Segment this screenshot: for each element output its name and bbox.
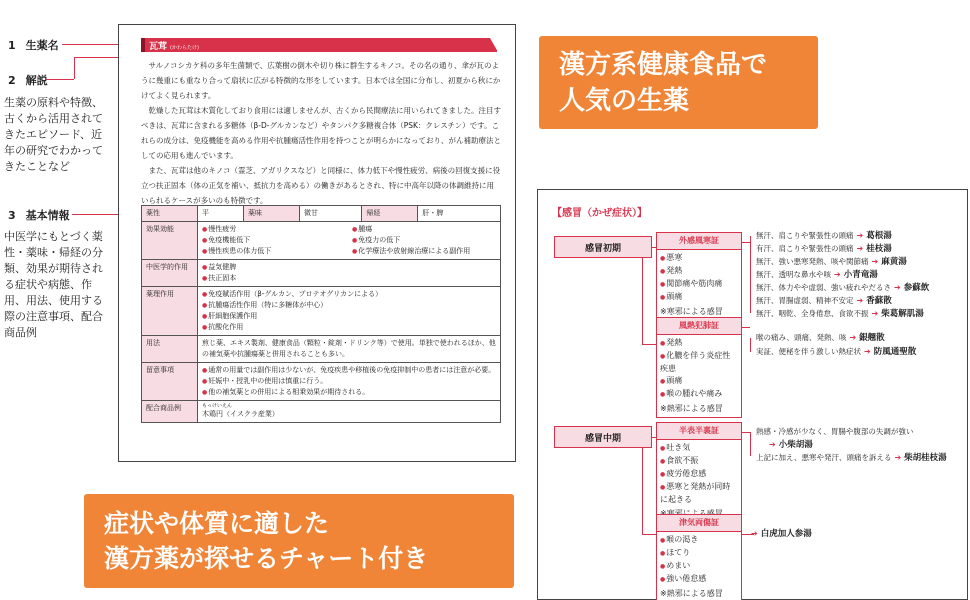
annotation-2: [8, 72, 48, 88]
list-item: ● 慢性疾患の体力低下: [202, 246, 346, 257]
table-value: 煎じ薬、エキス製剤、健康食品（顆粒・錠剤・ドリンク等）で使用。単独で使われるほか、他の補気薬や抗腫瘍薬と併用されることも多い。: [198, 336, 501, 363]
annotation-label: 基本情報: [25, 209, 70, 222]
annotation-2-description: 生薬の原料や特徴、古くから活用されてきたエピソード、近年の研究でわかってきたことなど: [4, 96, 103, 173]
prescription-name: 桂枝湯: [866, 244, 892, 254]
syndrome-box: [656, 422, 742, 523]
condition-text: 熱感・冷感が少なく、胃腸や腹部の失調が強い: [756, 427, 914, 436]
arrow-right-icon: ➔: [864, 347, 871, 356]
syndrome-note: ※寒邪による感冒: [660, 307, 723, 316]
list-item: ● 吐き気: [660, 442, 738, 455]
symptom-list: [657, 335, 741, 403]
prescription-name: 白虎加人参湯: [760, 529, 812, 539]
condition-text: 有汗、肩こりや緊張性の頭痛: [756, 244, 854, 253]
list-item: ● 抗酸化作用: [202, 322, 496, 333]
arrow-right-icon: ➔: [769, 440, 776, 449]
condition-text: 無汗、咽乾、全身倦怠、食欲不振: [756, 309, 869, 318]
list-item: ● 悪寒と発熱が同時に起きる: [660, 481, 738, 506]
table-label: 留意事項: [142, 363, 198, 401]
prescription-row: [756, 452, 947, 464]
callout-line: 漢方系健康食品で: [559, 50, 768, 80]
stage-middle: 感冒中期: [554, 426, 652, 448]
table-value: 肝・脾: [418, 206, 501, 222]
table-row: [142, 363, 501, 401]
connector-line: [750, 236, 751, 313]
prescription-name: 香蘇散: [866, 296, 892, 306]
arrow-right-icon: ➔: [856, 231, 864, 240]
table-label: 配合商品例: [142, 401, 198, 423]
stage-early: 感冒初期: [554, 236, 652, 258]
herb-page: [118, 24, 516, 462]
arrow-right-icon: ➔: [849, 333, 857, 342]
table-label: 帰経: [362, 206, 418, 222]
callout-line: 症状や体質に適した: [104, 509, 330, 538]
condition-text: 無汗、肩こりや緊張性の頭痛: [756, 231, 854, 240]
list-item: ● 抗腫瘍活性作用（特に多糖体が中心）: [202, 300, 496, 311]
prescription-row: [756, 243, 892, 255]
symptom-list: [657, 250, 741, 306]
syndrome-name: 半表半裏証: [657, 423, 741, 440]
chart-title: 【感冒（かぜ症状）】: [552, 208, 647, 219]
connector-line: [642, 448, 643, 534]
list-item: ● 頭痛: [660, 375, 738, 388]
table-label: 中医学的作用: [142, 260, 198, 287]
list-item: ● めまい: [660, 560, 738, 573]
prescription-name: 防風通聖散: [873, 347, 917, 357]
basic-info-table: [141, 205, 501, 423]
prescription-name: 銀翹散: [859, 333, 885, 343]
arrow-right-icon: ➔: [871, 257, 879, 266]
annotation-number: 3: [8, 208, 16, 222]
symptom-list: [657, 440, 741, 508]
table-value: [198, 363, 501, 401]
table-label: 薬理作用: [142, 287, 198, 336]
effects-list: [202, 224, 496, 257]
table-label: 効果効能: [142, 222, 198, 260]
list-item: ● 扶正固本: [202, 273, 496, 284]
list-item: ● 肝細胞保護作用: [202, 311, 496, 322]
list-item: ● 発熱: [660, 265, 738, 278]
condition-text: 無汗、胃腸虚弱、精神不安定: [756, 296, 854, 305]
annotation-label: 生薬名: [25, 39, 59, 52]
condition-text: 無汗、体力やや虚弱、強い疲れやだるさ: [756, 283, 891, 292]
arrow-right-icon: ➔: [834, 270, 841, 279]
list-item: ● 妊娠中・授乳中の使用は慎重に行う。: [202, 376, 496, 387]
pharm-list: [202, 289, 496, 333]
prescription-row: [756, 295, 892, 307]
leader-line: [46, 79, 74, 80]
prescription-row: [748, 528, 812, 540]
caution-list: [202, 365, 496, 398]
condition-text: 無汗、透明な鼻水や咳: [756, 270, 831, 279]
list-item: ● 化膿を伴う炎症性疾患: [660, 350, 738, 375]
annotation-number: 2: [8, 73, 16, 87]
list-item: ● 喉の腫れや痛み: [660, 388, 738, 401]
table-value: [198, 222, 501, 260]
leader-line: [74, 57, 75, 79]
connector-line: [642, 258, 643, 344]
table-label: 薬性: [142, 206, 198, 222]
syndrome-note: ※熱邪による感冒: [660, 404, 723, 413]
connector-line: [742, 327, 750, 328]
syndrome-note: ※熱邪による感冒: [660, 589, 723, 598]
product-reading: もっけいえん: [202, 403, 233, 409]
prescription-row: [756, 426, 913, 438]
table-value: 平: [198, 206, 244, 222]
prescription-row: [756, 256, 907, 268]
herb-description: [141, 58, 501, 208]
annotation-label: 解説: [25, 74, 48, 87]
table-row: [142, 260, 501, 287]
table-row: [142, 401, 501, 423]
prescription-name: 参蘇飲: [903, 283, 930, 293]
prescription-name: 葛根湯: [866, 231, 892, 241]
paragraph: サルノコシカケ科の多年生菌類で、広葉樹の倒木や切り株に群生するキノコ。その名の通り、傘が瓦のように幾重にも重なり合って扇状に広がる特徴的な形をしています。日本では全国に分布し、初夏から秋にかけてよく見られます。: [141, 61, 501, 100]
list-item: ● ほてり: [660, 547, 738, 560]
list-item: ● 悪寒: [660, 252, 738, 265]
paragraph: 乾燥した瓦茸は木質化しており食用には適しませんが、古くから民間療法に用いられてきました。注目すべきは、瓦茸に含まれる多糖体（β-D-グルカンなど）やタンパク多糖複合体（PSK：クレスチン）です。これらの成分は、免疫機能を高める作用や抗腫瘍活性作用を持つことが明らかになっており、がん補助療法としての応用も進んでいます。: [141, 106, 501, 160]
arrow-right-icon: ➔: [751, 529, 758, 538]
list-item: ● 疲労倦怠感: [660, 468, 738, 481]
table-row: [142, 336, 501, 363]
connector-line: [642, 534, 656, 535]
callout-line: 人気の生薬: [559, 86, 690, 116]
connector-line: [750, 338, 751, 352]
annotation-number: 1: [8, 38, 16, 52]
list-item: ● 免疫機能低下: [202, 235, 346, 246]
table-row: [142, 206, 501, 222]
connector-line: [750, 432, 751, 456]
arrow-right-icon: ➔: [856, 296, 864, 305]
list-item: ● 化学療法や放射線治療による副作用: [352, 246, 496, 257]
annotation-3: [8, 207, 70, 223]
table-label: 用法: [142, 336, 198, 363]
callout-top: [539, 36, 818, 129]
condition-text: 無汗、強い悪寒発熱、咳や関節痛: [756, 257, 869, 266]
condition-text: 上記に加え、悪寒や発汗、頭痛を訴える: [756, 453, 892, 462]
list-item: ● 免疫賦活作用（β-グルカン、プロテオグリカンによる）: [202, 289, 496, 300]
syndrome-name: 外感風寒証: [657, 233, 741, 250]
symptom-list: [657, 532, 741, 588]
prescription-name: 麻黄湯: [881, 257, 907, 267]
symptom-chart-page: [537, 189, 968, 600]
annotation-3-description: 中医学にもとづく薬性・薬味・帰経の分類、効果が期待される症状や病態、作用、用法、使用する際の注意事項、配合商品例: [4, 230, 103, 339]
herb-title: [149, 39, 199, 52]
condition-text: 喉の痛み、頭痛、発熱、咳: [756, 333, 847, 342]
prescription-row: [756, 269, 878, 281]
list-item: ● 他の補気薬との併用による相乗効果が期待される。: [202, 387, 496, 398]
prescription-row: [756, 230, 892, 242]
product-name: 木鶏円（イスクラ産業）: [202, 410, 279, 418]
herb-name: 瓦茸: [149, 42, 168, 52]
prescription-row: [766, 439, 813, 451]
prescription-name: 柴胡桂枝湯: [904, 453, 947, 463]
prescription-row: [756, 332, 885, 344]
prescription-row: [756, 282, 929, 294]
arrow-right-icon: ➔: [894, 283, 901, 292]
connector-line: [742, 432, 750, 433]
tcm-list: [202, 262, 496, 284]
table-label: 薬味: [243, 206, 299, 222]
paragraph: また、瓦茸は他のキノコ（霊芝、アガリクスなど）と同様に、体力低下や慢性疲労、病後の回復支援に役立つ扶正固本（体の正気を補い、抵抗力を高める）の働きがあるとされ、特に中高年以降の体調維持に用いられるケースが多いのも特徴です。: [141, 166, 501, 205]
connector-line: [642, 344, 656, 345]
list-item: ● 頭痛: [660, 291, 738, 304]
syndrome-name: 風熱犯肺証: [657, 318, 741, 335]
callout-bottom: [84, 494, 514, 588]
table-value: [198, 287, 501, 336]
annotation-1: [8, 37, 59, 53]
prescription-row: [756, 346, 916, 358]
herb-reading: (かわらたけ): [170, 45, 199, 51]
list-item: ● 発熱: [660, 337, 738, 350]
list-item: ● 強い倦怠感: [660, 573, 738, 586]
table-value: [198, 401, 501, 423]
list-item: ● 関節痛や筋肉痛: [660, 278, 738, 291]
table-value: [198, 260, 501, 287]
syndrome-name: 津気両傷証: [657, 515, 741, 532]
callout-line: 漢方薬が探せるチャート付き: [104, 544, 429, 573]
prescription-name: 小青竜湯: [843, 270, 878, 280]
arrow-right-icon: ➔: [894, 453, 902, 462]
arrow-right-icon: ➔: [856, 244, 864, 253]
table-value: 微甘: [299, 206, 361, 222]
syndrome-box: [656, 514, 742, 600]
syndrome-box: [656, 317, 742, 418]
prescription-row: [756, 308, 924, 320]
prescription-name: 柴葛解肌湯: [881, 309, 924, 319]
title-bar-marker: [141, 38, 145, 52]
list-item: ● 食欲不振: [660, 455, 738, 468]
condition-text: 実証、便秘を伴う激しい熱症状: [756, 347, 861, 356]
list-item: ● 免疫力の低下: [352, 235, 496, 246]
table-row: [142, 287, 501, 336]
table-row: [142, 222, 501, 260]
list-item: ● 慢性疲労: [202, 224, 346, 235]
list-item: ● 喉の渇き: [660, 534, 738, 547]
connector-line: [742, 242, 750, 243]
list-item: ● 通常の用量では副作用は少ないが、免疫疾患や移植後の免疫抑制中の患者には注意が必要。: [202, 365, 496, 376]
syndrome-box: [656, 232, 742, 321]
prescription-name: 小柴胡湯: [778, 440, 813, 450]
list-item: ● 益気健脾: [202, 262, 496, 273]
arrow-right-icon: ➔: [871, 309, 879, 318]
list-item: ● 腫瘍: [352, 224, 496, 235]
